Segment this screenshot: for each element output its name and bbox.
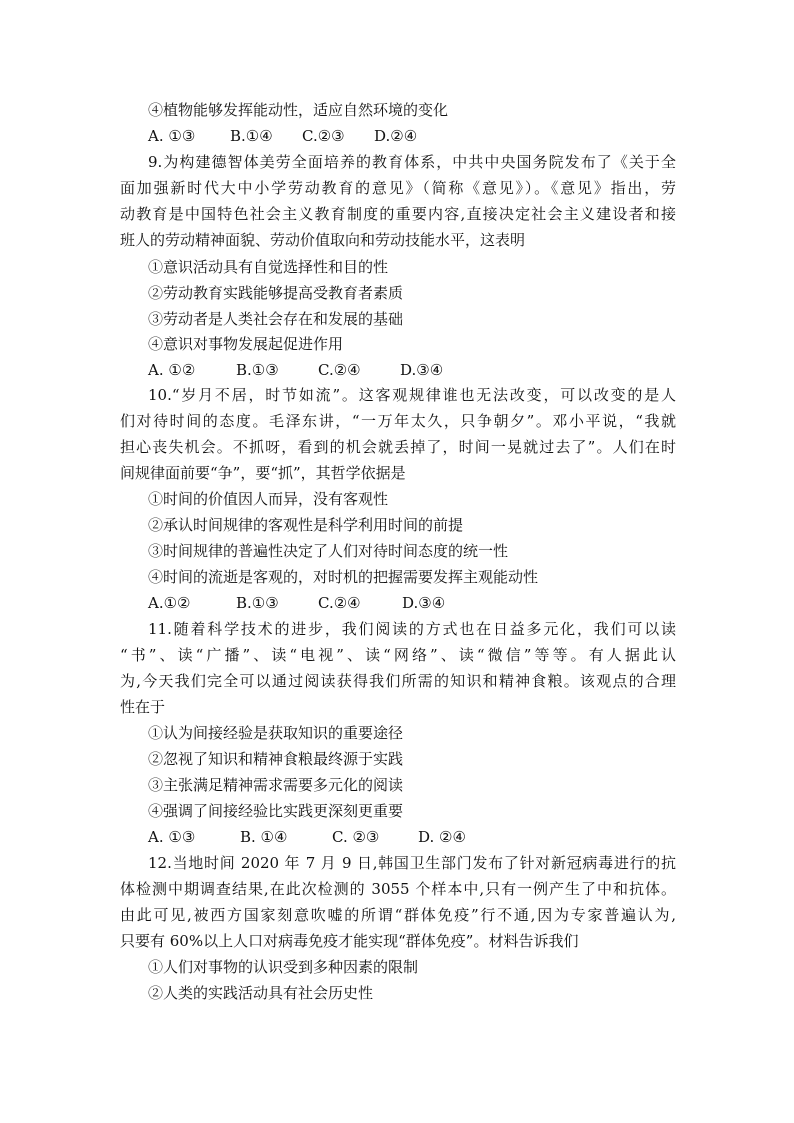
q9-option-b: B.①③ [236,361,279,379]
q9-stem-line-2: 面加强新时代大中小学劳动教育的意见》（简称《意见》）。《意见》指出，劳 [120,179,676,197]
q10-option-a: A.①② [148,594,191,612]
q10-statement-2: ②承认时间规律的客观性是科学利用时间的前提 [148,516,464,534]
q10-statement-4: ④时间的流逝是客观的，对时机的把握需要发挥主观能动性 [148,568,539,586]
q10-option-d: D.③④ [402,594,446,612]
q9-stem-line-1: 9.为构建德智体美劳全面培养的教育体系，中共中央国务院发布了《关于全 [148,153,676,171]
q10-stem-line-1: 10.“岁月不居，时节如流”。这客观规律谁也无法改变，可以改变的是人 [148,386,676,404]
q8-option-b: B.①④ [230,127,273,145]
q12-statement-1: ①人们对事物的认识受到多种因素的限制 [148,958,419,976]
q9-statement-1: ①意识活动具有自觉选择性和目的性 [148,258,389,276]
q11-stem-line-4: 性在于 [120,698,166,716]
q9-statement-2: ②劳动教育实践能够提高受教育者素质 [148,284,404,302]
q10-statement-3: ③时间规律的普遍性决定了人们对待时间态度的统一性 [148,542,509,560]
q11-option-a: A. ①③ [148,828,196,846]
q11-option-c: C. ②③ [332,828,380,846]
q10-option-c: C.②④ [318,594,361,612]
q8-option-d: D.②④ [374,127,418,145]
q11-option-d: D. ②④ [418,828,466,846]
q10-options [148,593,445,615]
q11-options [148,827,466,849]
q9-option-a: A. ①② [148,361,196,379]
q12-statement-2: ②人类的实践活动具有社会历史性 [148,984,374,1002]
q8-statement-4: ④植物能够发挥能动性，适应自然环境的变化 [148,101,449,119]
q12-stem-line-4: 只要有 60%以上人口对病毒免疫才能实现“群体免疫”。材料告诉我们 [120,932,579,950]
q9-statement-4: ④意识对事物发展起促进作用 [148,335,344,353]
q8-option-c: C.②③ [302,127,345,145]
q9-statement-3: ③劳动者是人类社会存在和发展的基础 [148,310,404,328]
q11-statement-1: ①认为间接经验是获取知识的重要途径 [148,724,404,742]
q11-statement-2: ②忽视了知识和精神食粮最终源于实践 [148,750,404,768]
q11-statement-4: ④强调了间接经验比实践更深刻更重要 [148,802,404,820]
q10-stem-line-3: 担心丧失机会。不抓呀，看到的机会就丢掉了，时间一晃就过去了”。人们在时 [120,438,676,456]
q12-stem-line-1: 12.当地时间 2020 年 7 月 9 日,韩国卫生部门发布了针对新冠病毒进行的抗 [148,854,676,872]
q8-option-a: A. ①③ [148,127,196,145]
q11-stem-line-1: 11.随着科学技术的进步，我们阅读的方式也在日益多元化，我们可以读 [148,620,676,638]
q10-statement-1: ①时间的价值因人而异，没有客观性 [148,490,389,508]
q12-stem-line-2: 体检测中期调查结果,在此次检测的 3055 个样本中,只有一例产生了中和抗体。 [120,880,676,898]
q8-options [148,126,417,148]
q9-stem-line-4: 班人的劳动精神面貌、劳动价值取向和劳动技能水平，这表明 [120,231,526,249]
q9-option-c: C.②④ [318,361,361,379]
q10-option-b: B.①③ [236,594,279,612]
q9-options [148,360,443,382]
q9-stem-line-3: 动教育是中国特色社会主义教育制度的重要内容,直接决定社会主义建设者和接 [120,205,676,223]
q11-stem-line-2: “书”、读“广播”、读“电视”、读“网络”、读“微信”等等。有人据此认 [120,646,676,664]
q10-stem-line-2: 们对待时间的态度。毛泽东讲，“一万年太久，只争朝夕”。邓小平说，“我就 [120,412,676,430]
q11-stem-line-3: 为,今天我们完全可以通过阅读获得我们所需的知识和精神食粮。该观点的合理 [120,672,676,690]
q12-stem-line-3: 由此可见,被西方国家刻意吹嘘的所谓“群体免疫”行不通,因为专家普遍认为, [120,906,676,924]
q11-statement-3: ③主张满足精神需求需要多元化的阅读 [148,776,404,794]
q10-stem-line-4: 间规律面前要“争”，要“抓”，其哲学依据是 [120,464,406,482]
q9-option-d: D.③④ [400,361,444,379]
q11-option-b: B. ①④ [240,828,288,846]
